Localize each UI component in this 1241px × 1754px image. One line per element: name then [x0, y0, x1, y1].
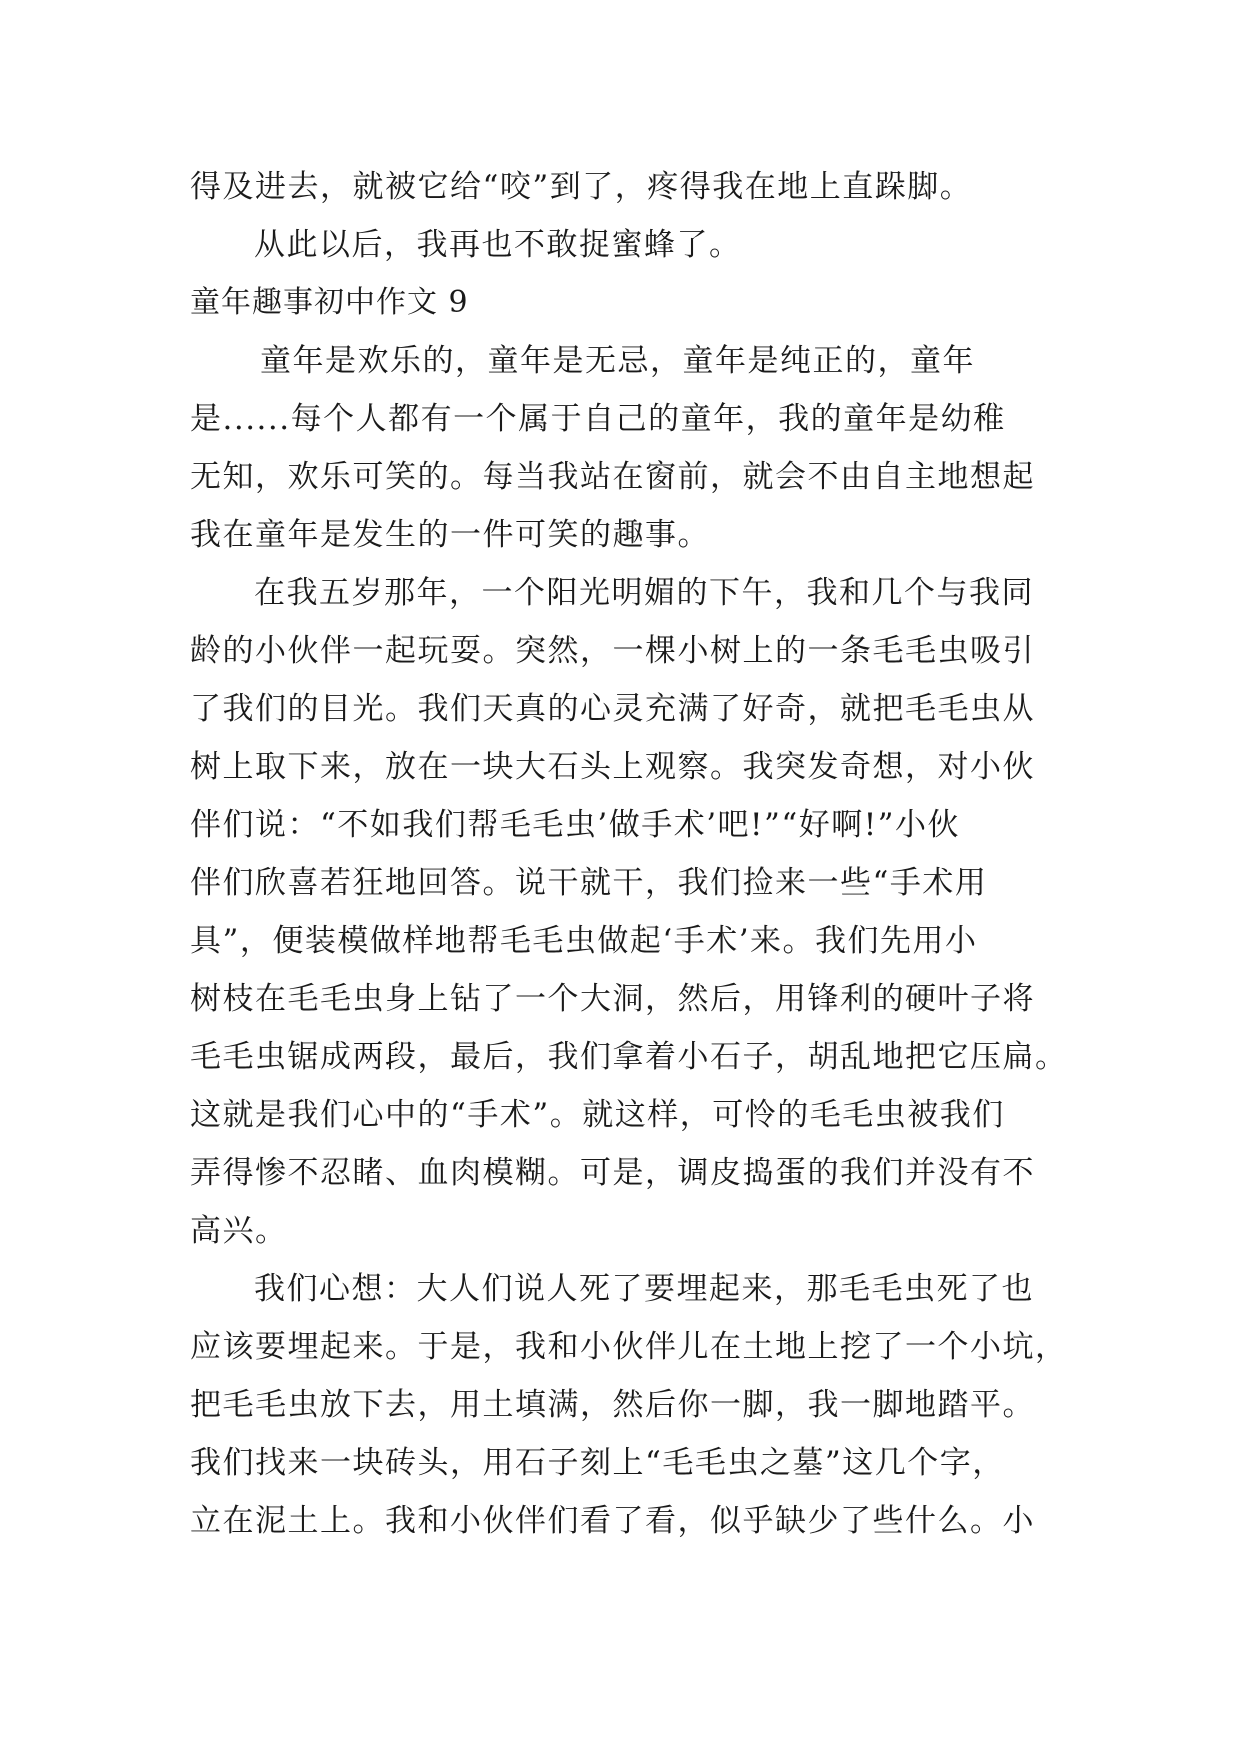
paragraph-line: 这就是我们心中的“手术”。就这样，可怜的毛毛虫被我们: [190, 1097, 1005, 1133]
paragraph-line: 了我们的目光。我们天真的心灵充满了好奇，就把毛毛虫从: [190, 691, 1035, 727]
paragraph-line: 在我五岁那年，一个阳光明媚的下午，我和几个与我同: [254, 575, 1034, 611]
paragraph-line: 童年是欢乐的，童年是无忌，童年是纯正的，童年: [260, 343, 975, 379]
paragraph-line: 伴们欣喜若狂地回答。说干就干，我们捡来一些“手术用: [190, 865, 988, 901]
paragraph-line: 树上取下来，放在一块大石头上观察。我突发奇想，对小伙: [190, 749, 1035, 785]
paragraph-line: 把毛毛虫放下去，用土填满，然后你一脚，我一脚地踏平。: [190, 1387, 1035, 1423]
paragraph-line: 毛毛虫锯成两段，最后，我们拿着小石子，胡乱地把它压扁。: [190, 1039, 1068, 1075]
paragraph-line: 我们找来一块砖头，用石子刻上“毛毛虫之墓”这几个字，: [190, 1445, 1005, 1481]
paragraph-line: 树枝在毛毛虫身上钻了一个大洞，然后，用锋利的硬叶子将: [190, 981, 1035, 1017]
essay-body: [190, 158, 1068, 1550]
paragraph-line: 弄得惨不忍睹、血肉模糊。可是，调皮捣蛋的我们并没有不: [190, 1155, 1035, 1191]
paragraph-line: 具”，便装模做样地帮毛毛虫做起‘手术’来。我们先用小: [190, 923, 978, 959]
paragraph-line: 得及进去，就被它给“咬”到了，疼得我在地上直跺脚。: [190, 169, 973, 205]
paragraph-line: 是......每个人都有一个属于自己的童年，我的童年是幼稚: [190, 401, 1006, 437]
paragraph-line: 从此以后，我再也不敢捉蜜蜂了。: [254, 227, 742, 263]
paragraph-line: 我在童年是发生的一件可笑的趣事。: [190, 517, 710, 553]
paragraph-line: 高兴。: [190, 1213, 288, 1249]
section-title: 童年趣事初中作文 9: [190, 285, 469, 320]
paragraph-line: 无知，欢乐可笑的。每当我站在窗前，就会不由自主地想起: [190, 459, 1035, 495]
paragraph-line: 我们心想：大人们说人死了要埋起来，那毛毛虫死了也: [254, 1271, 1034, 1307]
paragraph-line: 伴们说：“不如我们帮毛毛虫’做手术’吧!”“好啊!”小伙: [190, 807, 961, 843]
paragraph-line: 应该要埋起来。于是，我和小伙伴儿在土地上挖了一个小坑，: [190, 1329, 1068, 1365]
paragraph-line: 立在泥土上。我和小伙伴们看了看，似乎缺少了些什么。小: [190, 1503, 1035, 1539]
paragraph-line: 龄的小伙伴一起玩耍。突然，一棵小树上的一条毛毛虫吸引: [190, 633, 1035, 669]
